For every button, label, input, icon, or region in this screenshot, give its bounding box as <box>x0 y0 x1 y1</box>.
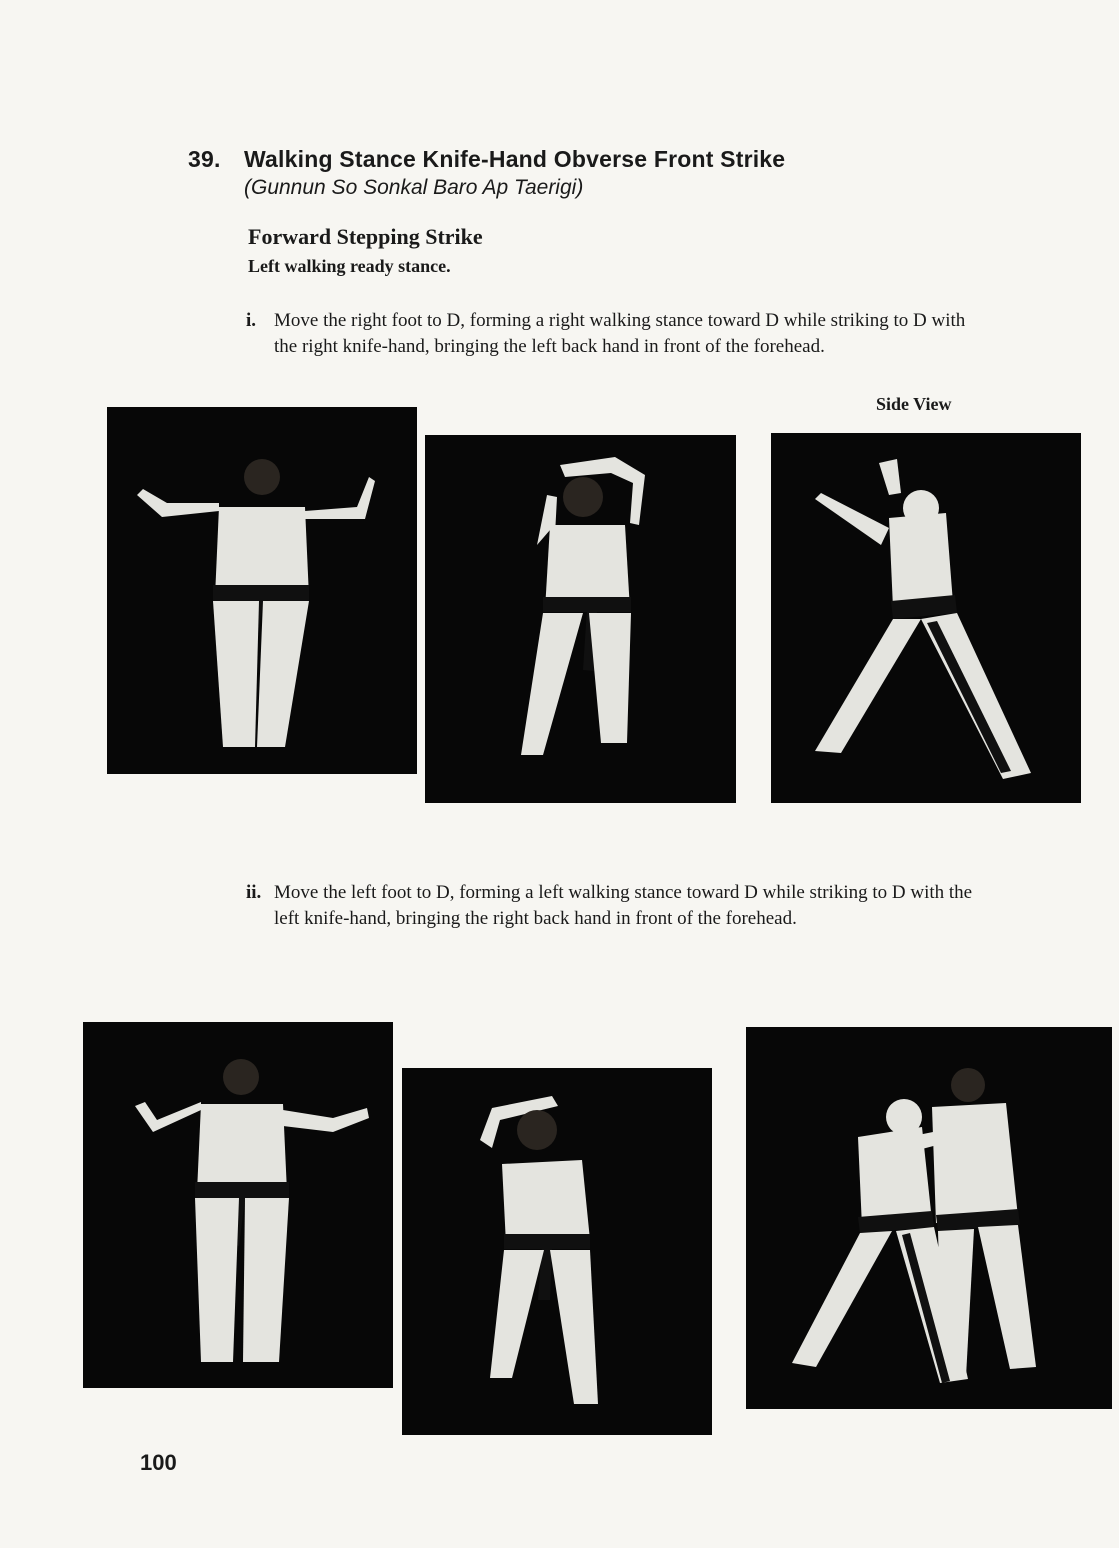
side-view-label: Side View <box>876 394 952 414</box>
page-number: 100 <box>140 1450 177 1475</box>
photo-step1-strike-front <box>425 435 736 803</box>
photo-step2-strike-front <box>402 1068 712 1435</box>
figure-knife-hand-strike-side <box>771 433 1081 803</box>
photo-step2-strike-application <box>746 1027 1112 1409</box>
step-1 <box>246 308 976 360</box>
figure-knife-hand-strike-front <box>425 435 736 803</box>
step-2 <box>246 880 976 932</box>
exercise-title <box>188 146 785 173</box>
figure-knife-hand-strike-front-2 <box>402 1068 712 1435</box>
exercise-korean-name: (Gunnun So Sonkal Baro Ap Taerigi) <box>244 176 584 199</box>
figure-ready-stance <box>107 407 417 774</box>
step-2-text: Move the left foot to D, forming a left walking stance toward D while striking to D with the left knife-hand, bringing the right back hand in front of the forehead. <box>274 882 973 929</box>
step-2-marker: ii. <box>246 882 262 903</box>
step-1-text: Move the right foot to D, forming a right walking stance toward D while striking to D with the right knife-hand, bringing the left back hand in front of the forehead. <box>274 310 966 357</box>
photo-step1-strike-side <box>771 433 1081 803</box>
step-1-marker: i. <box>246 310 257 331</box>
figure-strike-with-partner <box>746 1027 1112 1409</box>
photo-step2-ready-front <box>83 1022 393 1388</box>
exercise-number: 39. <box>188 146 221 172</box>
figure-ready-stance-2 <box>83 1022 393 1388</box>
exercise-name: Walking Stance Knife-Hand Obverse Front Strike <box>244 146 786 172</box>
photo-step1-ready-front <box>107 407 417 774</box>
section-heading: Forward Stepping Strike <box>248 224 483 249</box>
ready-stance: Left walking ready stance. <box>248 256 451 276</box>
